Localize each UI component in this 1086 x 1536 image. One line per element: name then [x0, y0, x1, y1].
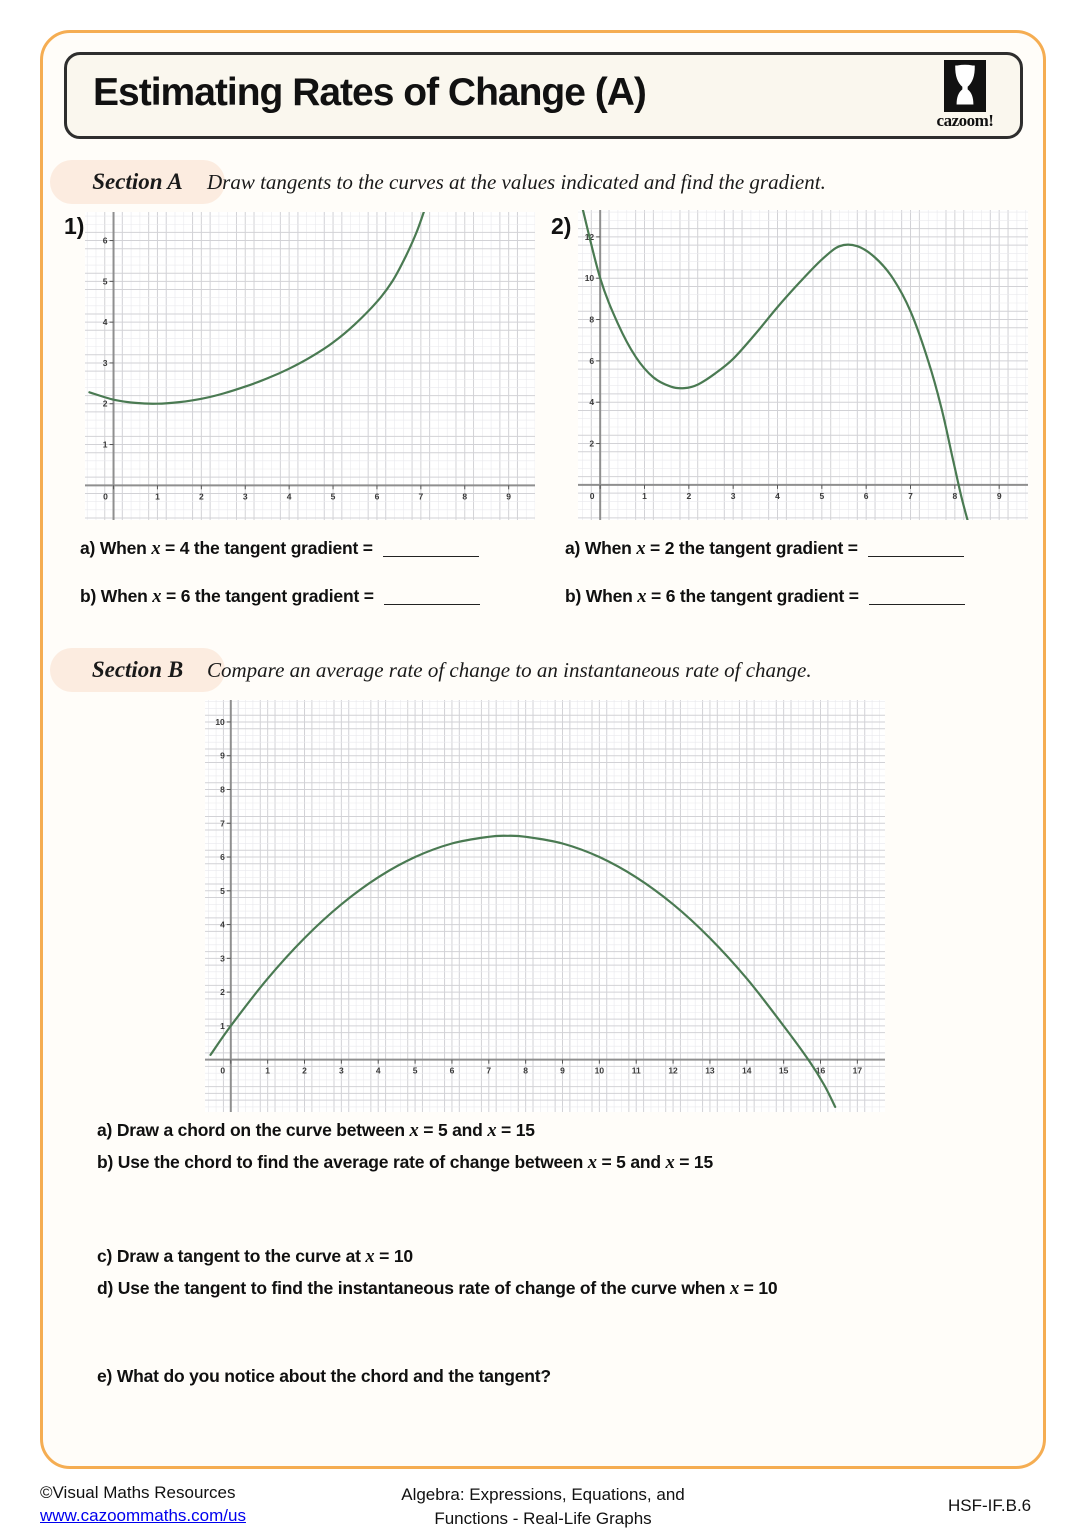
svg-text:5: 5 [819, 490, 825, 501]
svg-text:11: 11 [631, 1065, 641, 1076]
goblet-icon [944, 60, 986, 112]
svg-text:8: 8 [952, 490, 958, 501]
footer-copyright: ©Visual Maths Resources [40, 1483, 236, 1502]
svg-text:5: 5 [220, 885, 225, 896]
svg-text:9: 9 [560, 1065, 565, 1076]
question-2b [565, 586, 965, 608]
question-2a-text: a) When x = 2 the tangent gradient = [565, 538, 858, 559]
svg-text:7: 7 [486, 1065, 492, 1076]
section-a-instruction: Draw tangents to the curves at the values indicated and find the gradient. [207, 170, 826, 194]
svg-text:8: 8 [462, 491, 468, 502]
svg-text:6: 6 [220, 852, 225, 863]
svg-text:3: 3 [220, 953, 225, 964]
logo-text: cazoom! [936, 111, 994, 130]
question-1b [80, 586, 480, 608]
svg-text:15: 15 [778, 1065, 789, 1076]
svg-text:1: 1 [102, 439, 108, 450]
svg-text:4: 4 [102, 317, 108, 328]
footer-topic-line2: Functions - Real-Life Graphs [434, 1509, 652, 1528]
question-2b-text: b) When x = 6 the tangent gradient = [565, 586, 859, 607]
svg-text:8: 8 [220, 784, 225, 795]
svg-text:6: 6 [449, 1065, 455, 1076]
svg-text:8: 8 [523, 1065, 529, 1076]
answer-blank[interactable] [383, 541, 479, 557]
svg-text:4: 4 [375, 1065, 381, 1076]
answer-blank[interactable] [384, 589, 480, 605]
svg-text:1: 1 [642, 490, 647, 501]
svg-text:9: 9 [220, 750, 225, 761]
svg-text:4: 4 [286, 491, 292, 502]
graph-3 [205, 700, 885, 1112]
svg-text:2: 2 [102, 398, 108, 409]
svg-text:13: 13 [705, 1065, 715, 1076]
question-1b-text: b) When x = 6 the tangent gradient = [80, 586, 374, 607]
graph-1-number: 1) [64, 213, 85, 239]
question-1a [80, 538, 479, 560]
answer-blank[interactable] [869, 589, 965, 605]
svg-text:7: 7 [220, 818, 225, 829]
svg-text:5: 5 [330, 491, 336, 502]
svg-text:10: 10 [584, 273, 595, 284]
question-2a [565, 538, 964, 560]
svg-text:12: 12 [584, 231, 595, 242]
question-1a-text: a) When x = 4 the tangent gradient = [80, 538, 373, 559]
svg-text:17: 17 [852, 1065, 863, 1076]
question-b-d: d) Use the tangent to find the instantaneous rate of change of the curve when x = 10 [97, 1278, 778, 1299]
graph-2 [578, 210, 1028, 520]
svg-text:12: 12 [668, 1065, 678, 1076]
svg-text:2: 2 [589, 438, 595, 449]
svg-text:3: 3 [102, 357, 108, 368]
cazoom-logo [926, 60, 1004, 131]
svg-text:2: 2 [302, 1065, 307, 1076]
svg-text:3: 3 [339, 1065, 344, 1076]
svg-text:6: 6 [102, 235, 108, 246]
svg-text:9: 9 [996, 490, 1002, 501]
question-b-b: b) Use the chord to find the average rate of change between x = 5 and x = 15 [97, 1152, 713, 1173]
footer-topic [0, 1483, 1086, 1531]
question-b-e: e) What do you notice about the chord and the tangent? [97, 1366, 551, 1386]
answer-blank[interactable] [868, 541, 964, 557]
svg-text:2: 2 [198, 491, 204, 502]
svg-text:9: 9 [506, 491, 512, 502]
svg-text:14: 14 [742, 1065, 752, 1076]
footer-standard-code: HSF-IF.B.6 [948, 1496, 1032, 1515]
svg-text:6: 6 [589, 355, 595, 366]
svg-text:5: 5 [412, 1065, 418, 1076]
svg-text:3: 3 [730, 490, 736, 501]
svg-text:4: 4 [589, 397, 595, 408]
section-a-label: Section A [50, 160, 225, 204]
title-box [64, 52, 1023, 139]
svg-text:1: 1 [220, 1020, 225, 1031]
svg-text:0: 0 [103, 491, 108, 502]
svg-text:4: 4 [775, 490, 780, 501]
question-b-c: c) Draw a tangent to the curve at x = 10 [97, 1246, 413, 1267]
footer-site-link[interactable]: www.cazoommaths.com/us [40, 1506, 246, 1525]
svg-text:6: 6 [863, 490, 869, 501]
svg-text:3: 3 [242, 491, 248, 502]
page-title: Estimating Rates of Change (A) [93, 71, 646, 114]
svg-text:10: 10 [215, 716, 225, 727]
svg-text:8: 8 [589, 314, 595, 325]
section-b-label: Section B [50, 648, 225, 692]
svg-text:5: 5 [102, 276, 108, 287]
svg-text:7: 7 [418, 491, 424, 502]
svg-text:10: 10 [594, 1065, 605, 1076]
svg-text:1: 1 [265, 1065, 271, 1076]
svg-text:0: 0 [589, 490, 595, 501]
svg-text:2: 2 [686, 490, 692, 501]
svg-text:6: 6 [374, 491, 380, 502]
graph-1 [85, 212, 535, 520]
graph-2-number: 2) [551, 213, 572, 239]
section-b-instruction: Compare an average rate of change to an instantaneous rate of change. [207, 658, 812, 682]
svg-text:7: 7 [908, 490, 913, 501]
footer-topic-line1: Algebra: Expressions, Equations, and [401, 1485, 685, 1504]
svg-text:4: 4 [220, 919, 225, 930]
svg-text:1: 1 [155, 491, 160, 502]
svg-text:2: 2 [220, 987, 225, 998]
svg-text:16: 16 [815, 1065, 826, 1076]
question-b-a: a) Draw a chord on the curve between x = 5 and x = 15 [97, 1120, 535, 1141]
svg-text:0: 0 [220, 1065, 226, 1076]
